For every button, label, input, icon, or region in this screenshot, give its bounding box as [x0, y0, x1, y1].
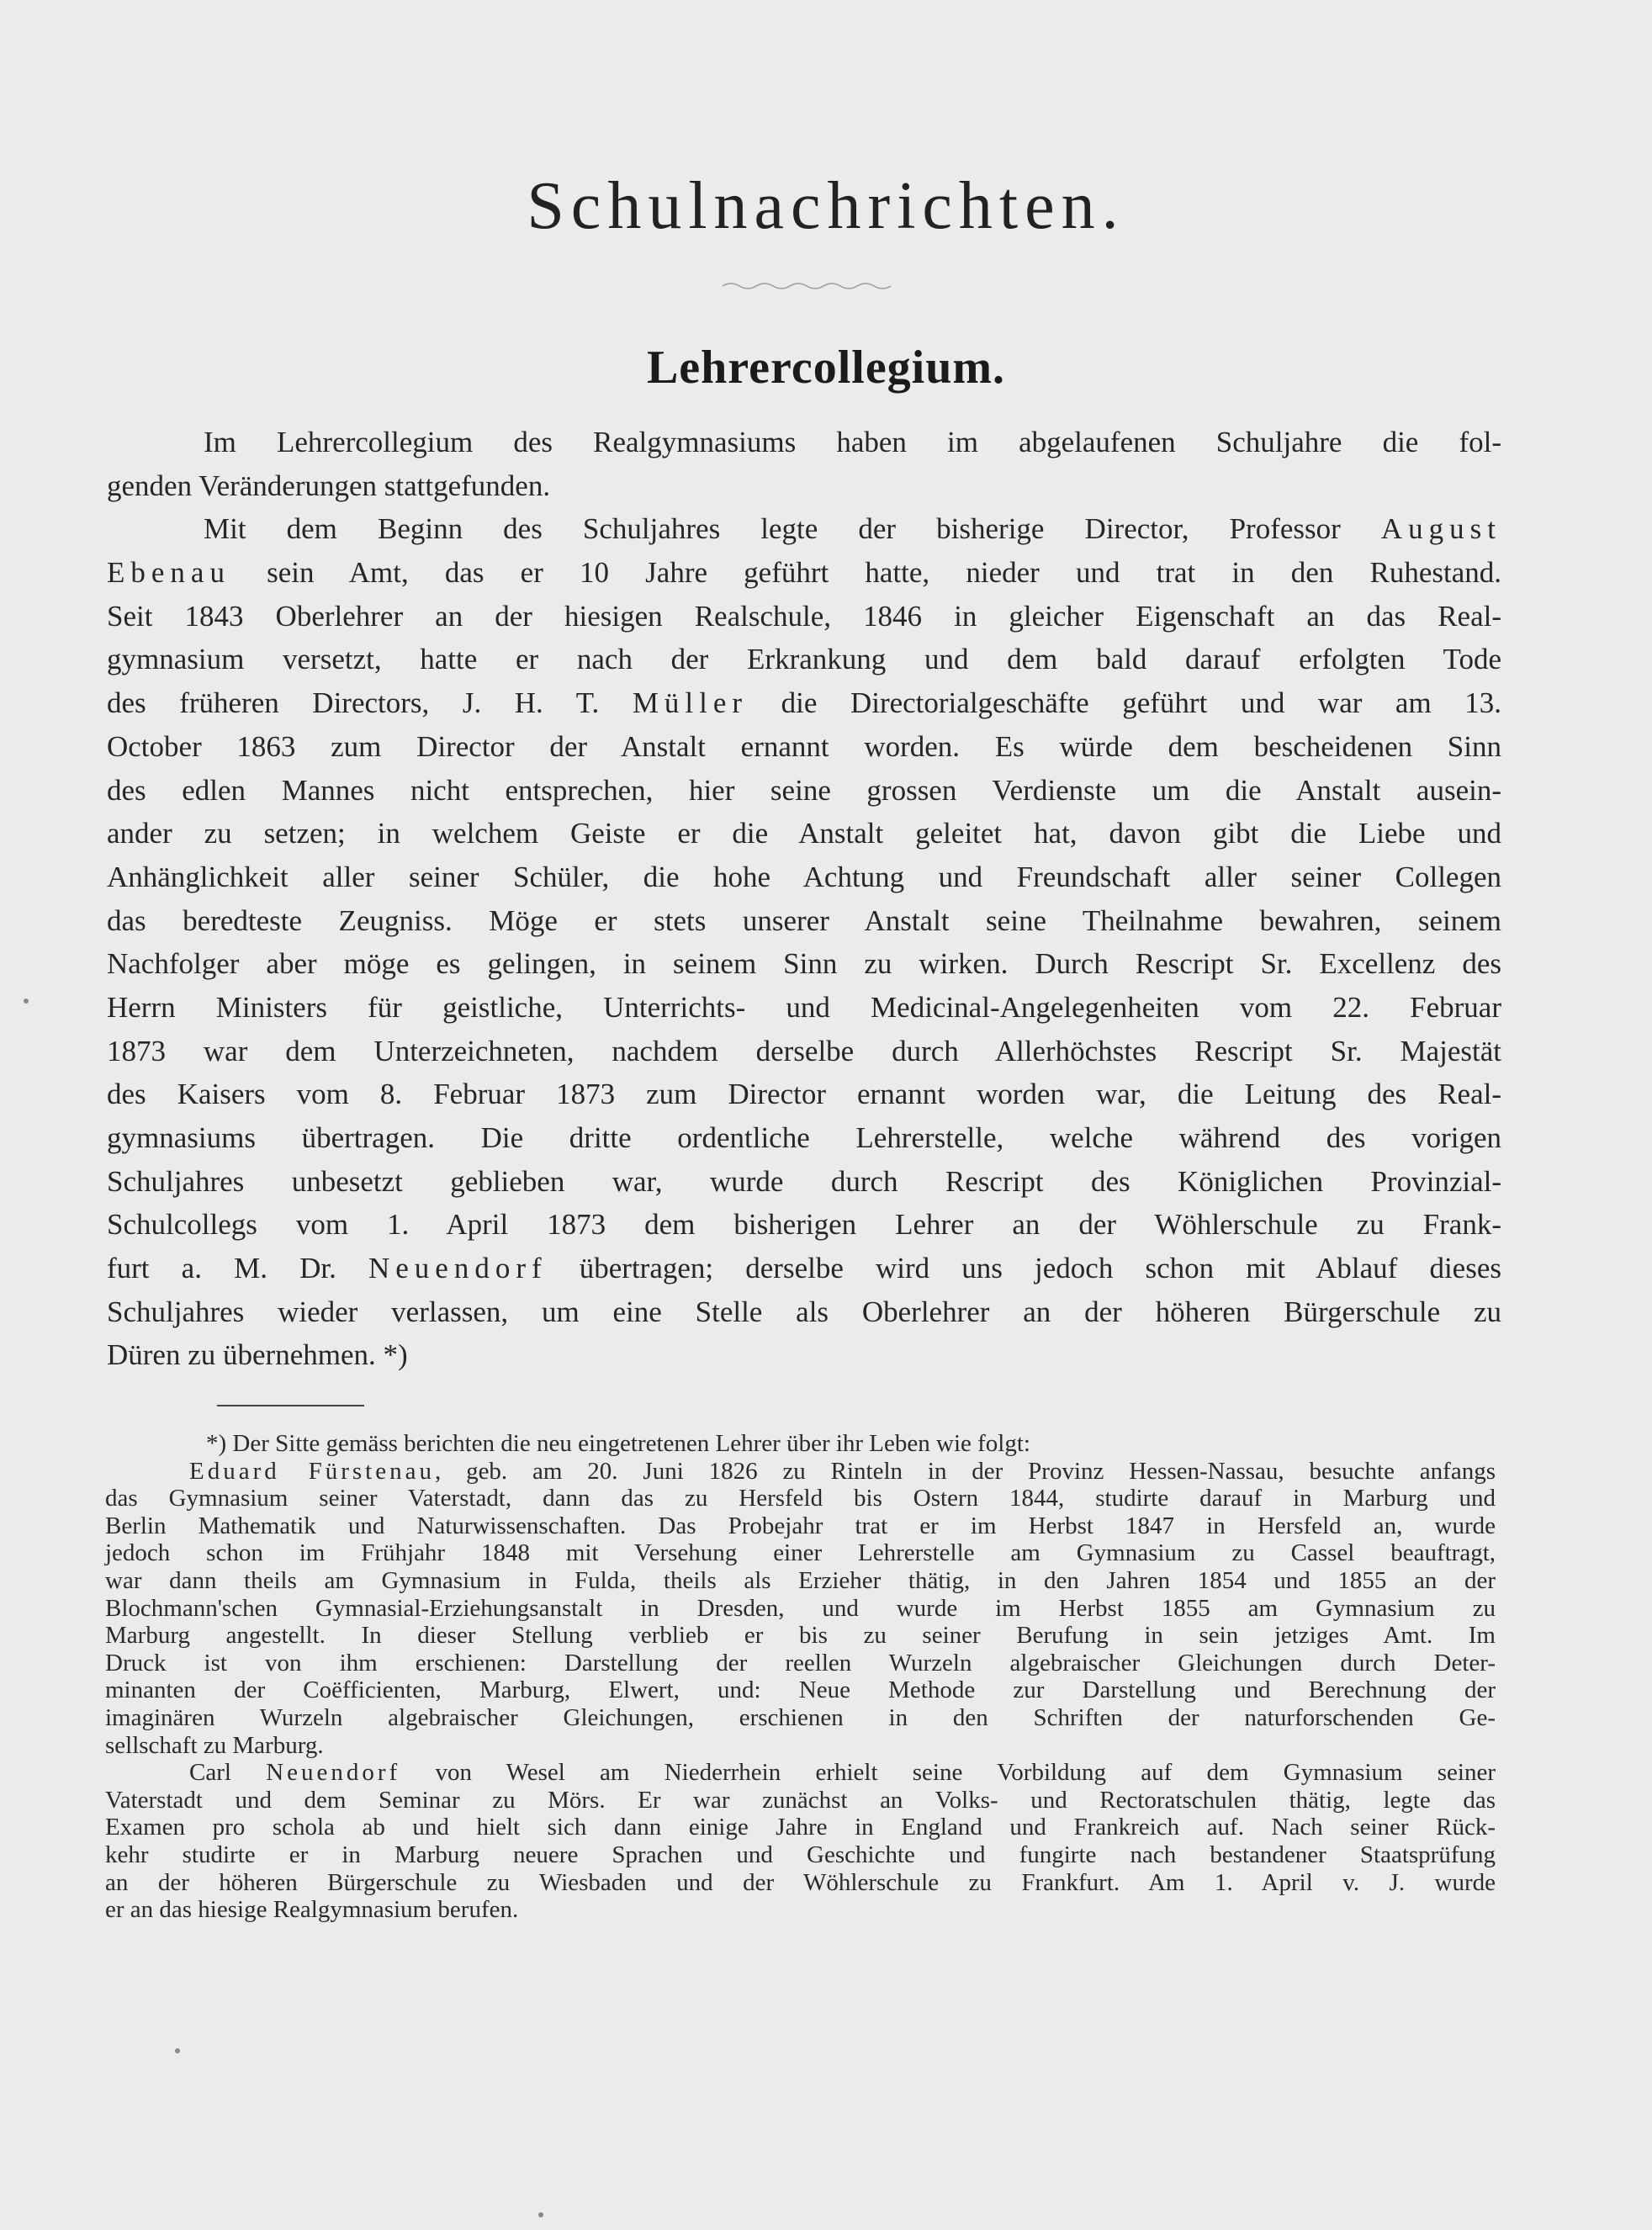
body-line: genden Veränderungen stattgefunden.: [107, 469, 551, 502]
paper-speck: [538, 2212, 543, 2217]
footnote-line: Blochmann'schen Gymnasial-Erziehungsanstalt in Dresden, und wurde im Herbst 1855 am Gymnasium zu: [105, 1594, 1496, 1622]
footnote-line: war dann theils am Gymnasium in Fulda, theils als Erzieher thätig, in den Jahren 1854 und 1855 an der: [105, 1566, 1496, 1594]
body-line-text: Mit dem Beginn des Schuljahres legte der bisherige Director, Professor August: [204, 512, 1501, 546]
body-line: des edlen Mannes nicht entsprechen, hier seine grossen Verdienste um die Anstalt ausein-: [107, 773, 1501, 807]
body-line: Im Lehrercollegium des Realgymnasiums haben im abgelaufenen Schuljahre die fol-: [204, 426, 1501, 458]
body-line: Schulcollegs vom 1. April 1873 dem bisherigen Lehrer an der Wöhlerschule zu Frank-: [107, 1208, 1501, 1242]
body-text: [107, 421, 1501, 1377]
footnote-line: *) Der Sitte gemäss berichten die neu eingetretenen Lehrer über ihr Leben wie folgt:: [206, 1430, 1030, 1457]
footnote-line: kehr studirte er in Marburg neuere Sprachen und Geschichte und fungirte nach bestandener Staatsprüfung: [105, 1841, 1496, 1868]
footnote-text: [105, 1430, 1496, 1924]
body-line: gymnasium versetzt, hatte er nach der Erkrankung und dem bald darauf erfolgten Tode: [107, 643, 1501, 676]
body-line: des früheren Directors, J. H. T. Müller die Directorialgeschäfte geführt und war am 13.: [107, 686, 1502, 720]
footnote-line: Marburg angestellt. In dieser Stellung verblieb er bis zu seiner Berufung in sein jetziges Amt. Im: [105, 1622, 1496, 1650]
footnote-line: Vaterstadt und dem Seminar zu Mörs. Er war zunächst an Volks- und Rectoratschulen thätig, legte das: [105, 1786, 1496, 1814]
footnote-line: sellschaft zu Marburg.: [105, 1731, 324, 1759]
footnote-line: er an das hiesige Realgymnasium berufen.: [105, 1896, 519, 1924]
spaced-name: Neuendorf: [266, 1759, 401, 1787]
paper-speck: [24, 998, 29, 1004]
footnote-line: Druck ist von ihm erschienen: Darstellung der reellen Wurzeln algebraischer Gleichungen durch Deter-: [105, 1649, 1496, 1676]
body-line: Nachfolger aber möge es gelingen, in seinem Sinn zu wirken. Durch Rescript Sr. Excellenz des: [107, 947, 1501, 981]
body-line: Herrn Ministers für geistliche, Unterrichts- und Medicinal-Angelegenheiten vom 22. Februar: [107, 990, 1501, 1024]
body-line: October 1863 zum Director der Anstalt ernannt worden. Es würde dem bescheidenen Sinn: [107, 729, 1501, 763]
spaced-name: Müller: [632, 686, 749, 720]
body-line: [107, 507, 1501, 551]
section-heading: Lehrercollegium.: [646, 342, 1006, 394]
spaced-name: Neuendorf: [368, 1252, 548, 1285]
footnote-line: Carl Neuendorf von Wesel am Niederrhein erhielt seine Vorbildung auf dem Gymnasium seiner: [189, 1759, 1496, 1787]
spaced-name: August: [1380, 512, 1501, 546]
body-line: 1873 war dem Unterzeichneten, nachdem derselbe durch Allerhöchstes Rescript Sr. Majestät: [107, 1034, 1501, 1067]
body-line: das beredteste Zeugniss. Möge er stets unserer Anstalt seine Theilnahme bewahren, seinem: [107, 903, 1501, 937]
body-line: Düren zu übernehmen. *): [107, 1338, 408, 1372]
body-line: Schuljahres wieder verlassen, um eine Stelle als Oberlehrer an der höheren Bürgerschule zu: [107, 1295, 1501, 1328]
body-line: Ebenau sein Amt, das er 10 Jahre geführt hatte, nieder und trat in den Ruhestand.: [107, 556, 1501, 590]
body-line: des Kaisers vom 8. Februar 1873 zum Director ernannt worden war, die Leitung des Real-: [107, 1078, 1501, 1111]
body-line: gymnasiums übertragen. Die dritte ordentliche Lehrerstelle, welche während des vorigen: [107, 1121, 1501, 1154]
footnote-line: Examen pro schola ab und hielt sich dann einige Jahre in England und Frankreich auf. Nach seiner Rück-: [105, 1814, 1496, 1841]
page-title: Schulnachrichten.: [527, 169, 1125, 243]
footnote-line: Berlin Mathematik und Naturwissenschaften. Das Probejahr trat er im Herbst 1847 in Hersfeld an, wurde: [105, 1512, 1496, 1539]
spaced-name: Ebenau: [107, 556, 230, 590]
body-line: Schuljahres unbesetzt geblieben war, wurde durch Rescript des Königlichen Provinzial-: [107, 1164, 1501, 1198]
spaced-name: Eduard Fürstenau: [189, 1457, 435, 1485]
footnote-line: imaginären Wurzeln algebraischer Gleichungen, erschienen in den Schriften der naturforschenden Ge-: [105, 1703, 1496, 1731]
paper-speck: [175, 2048, 180, 2053]
body-line: furt a. M. Dr. Neuendorf übertragen; derselbe wird uns jedoch schon mit Ablauf dieses: [107, 1252, 1501, 1285]
body-line: Anhänglichkeit aller seiner Schüler, die hohe Achtung und Freundschaft aller seiner Collegen: [107, 860, 1501, 893]
footnote-line: jedoch schon im Frühjahr 1848 mit Versehung einer Lehrerstelle am Gymnasium zu Cassel beauftragt,: [105, 1539, 1496, 1567]
body-line: ander zu setzen; in welchem Geiste er die Anstalt geleitet hat, davon gibt die Liebe und: [107, 817, 1501, 850]
title-ornament-flourish: [721, 278, 897, 294]
body-line: Seit 1843 Oberlehrer an der hiesigen Realschule, 1846 in gleicher Eigenschaft an das Real-: [107, 599, 1501, 633]
footnote-line: minanten der Coëfficienten, Marburg, Elwert, und: Neue Methode zur Darstellung und Berechnung der: [105, 1676, 1496, 1704]
footnote-line: Eduard Fürstenau, geb. am 20. Juni 1826 zu Rinteln in der Provinz Hessen-Nassau, besuchte anfangs: [189, 1457, 1496, 1485]
footnote-line: an der höheren Bürgerschule zu Wiesbaden und der Wöhlerschule zu Frankfurt. Am 1. April v. J. wurde: [105, 1868, 1496, 1896]
footnote-line: das Gymnasium seiner Vaterstadt, dann das zu Hersfeld bis Ostern 1844, studirte darauf in Marburg und: [105, 1485, 1496, 1512]
footnote-separator: [217, 1405, 364, 1406]
